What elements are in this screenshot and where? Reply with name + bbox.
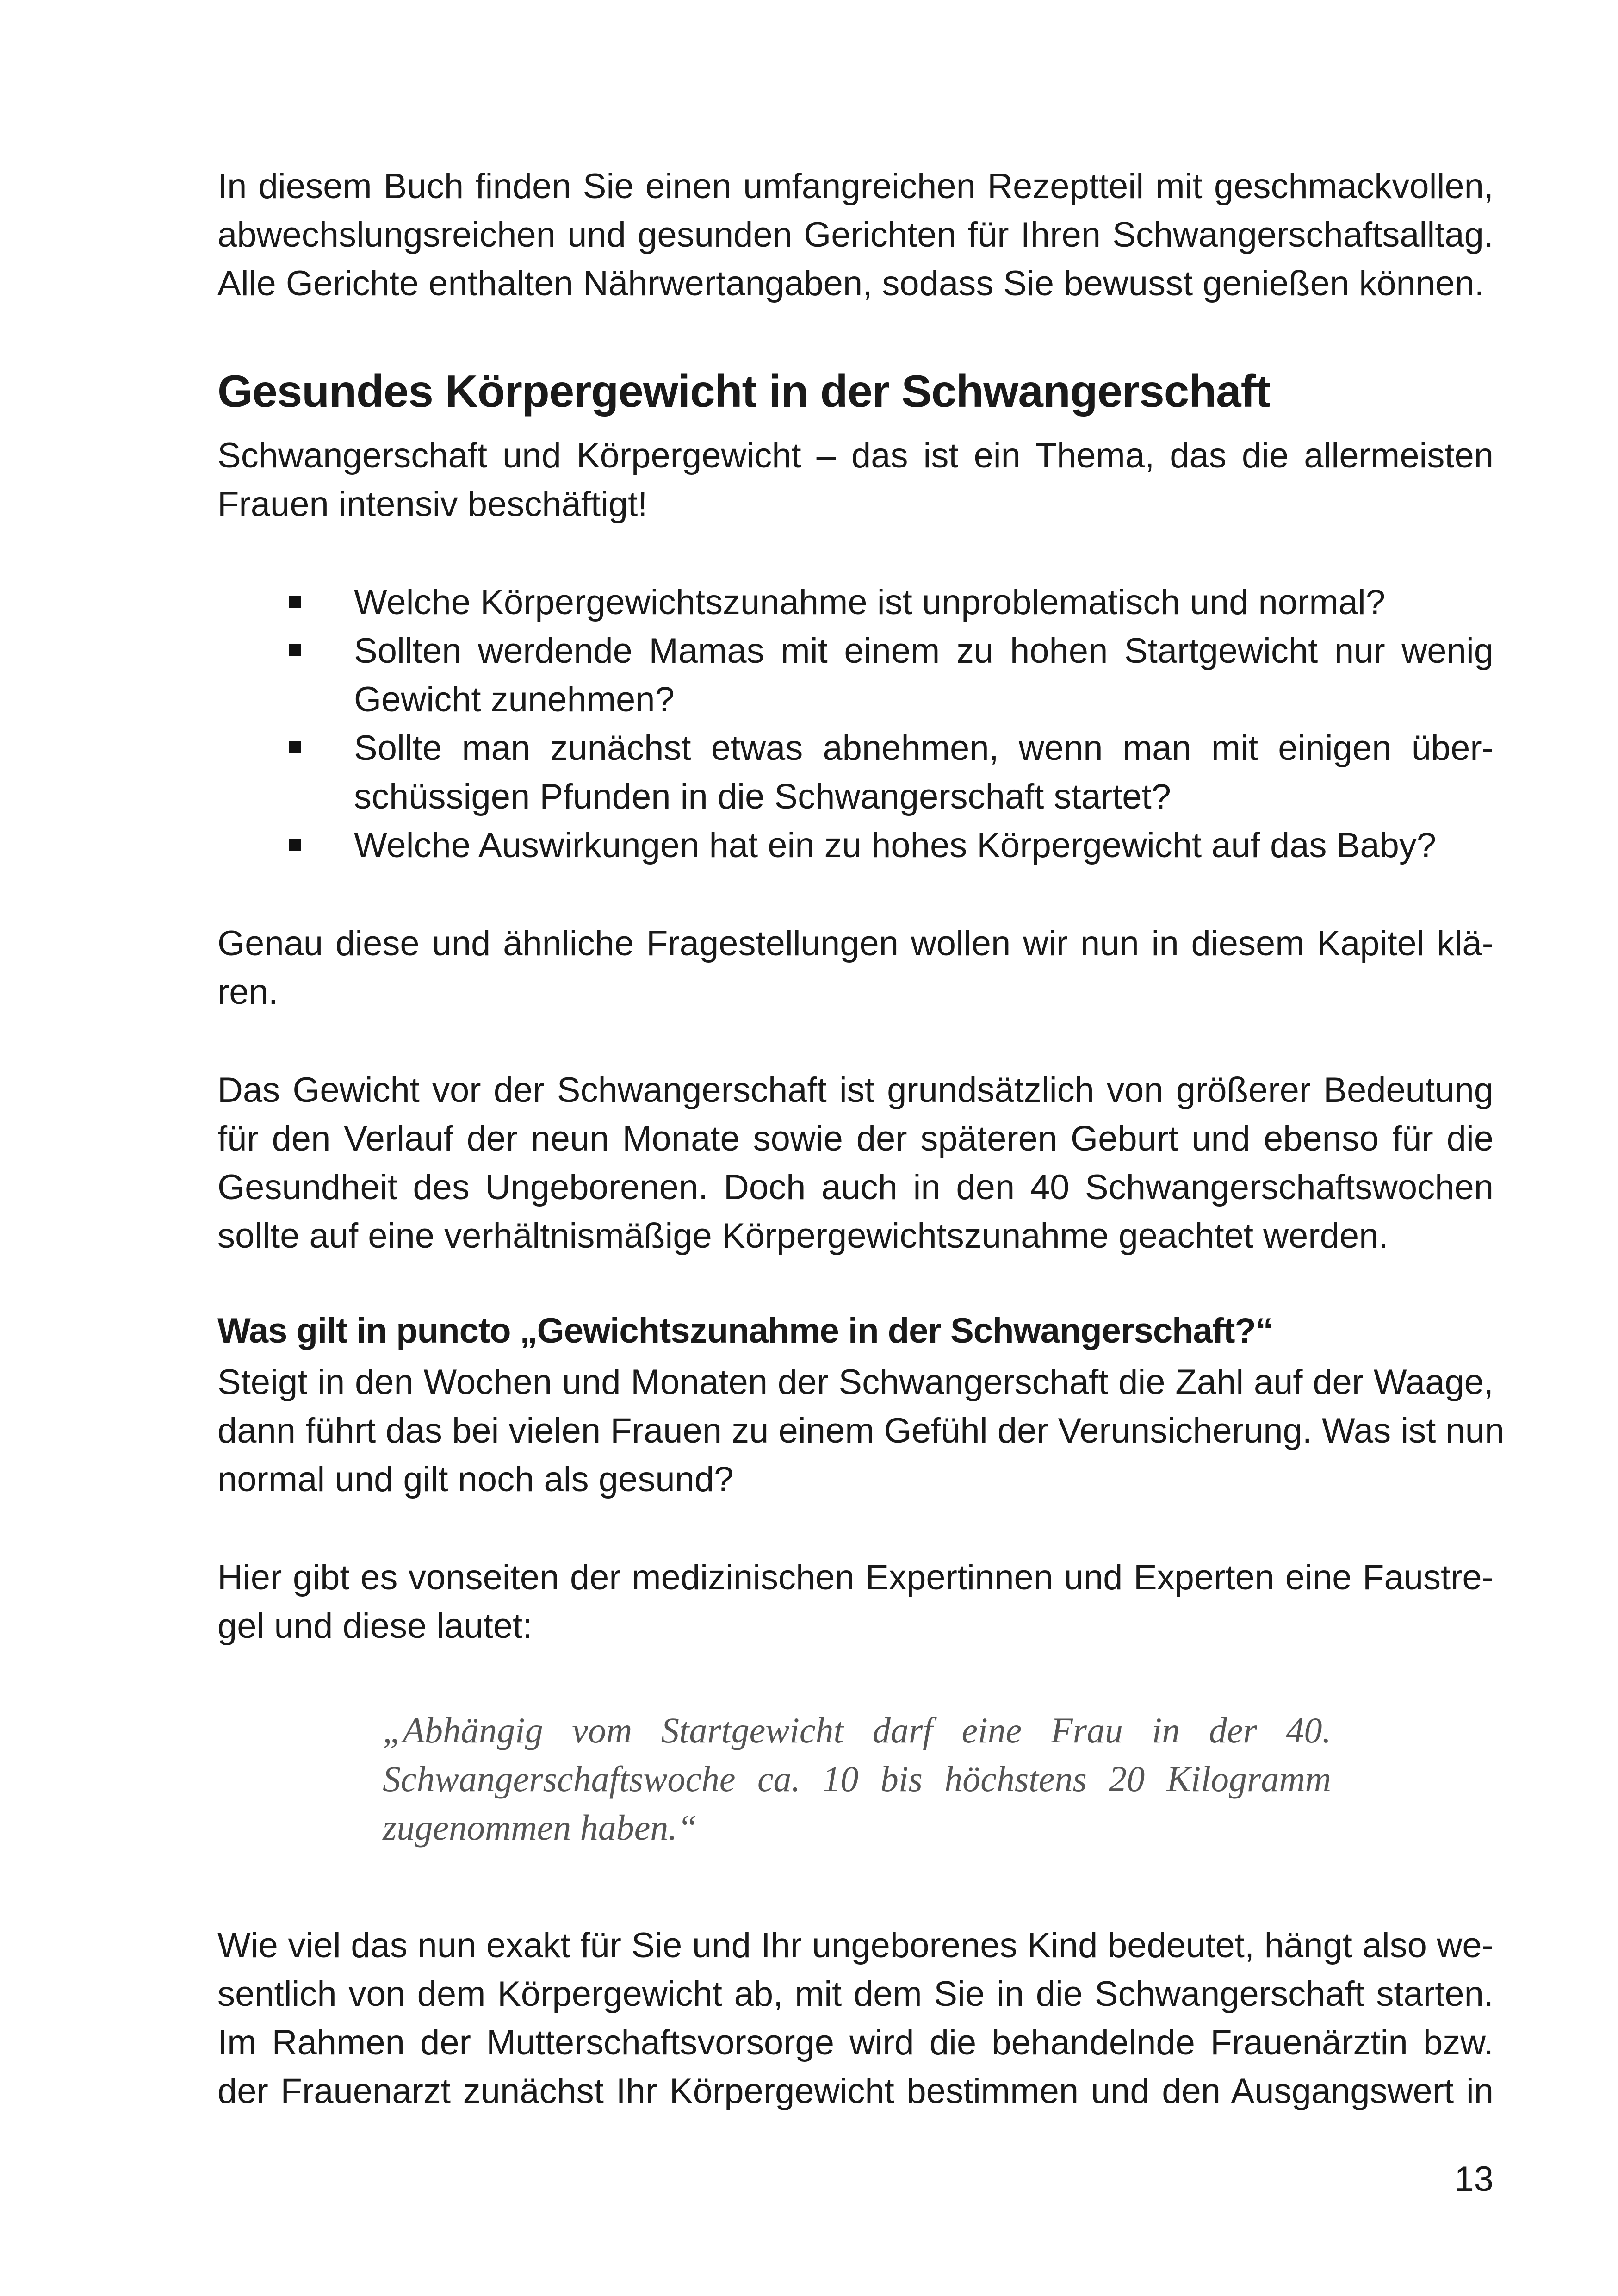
question-list bbox=[217, 578, 1494, 870]
text-line: dann führt das bei vielen Frauen zu einem Gefühl der Verunsicherung. Was ist nun bbox=[217, 1411, 1505, 1450]
page-number: 13 bbox=[1454, 2159, 1494, 2199]
quote-line: Schwangerschaftswoche ca. 10 bis höchstens 20 Kilogramm bbox=[383, 1759, 1331, 1799]
list-item bbox=[217, 821, 1494, 870]
section-paragraph-1 bbox=[217, 919, 1494, 1016]
rule-of-thumb-quote bbox=[383, 1706, 1331, 1852]
text-line: In diesem Buch finden Sie einen umfangreichen Rezeptteil mit geschmackvollen, bbox=[217, 167, 1494, 206]
text-line: Gewicht zunehmen? bbox=[354, 680, 675, 719]
quote-line: zugenommen haben.“ bbox=[383, 1807, 698, 1848]
subsection-heading: Was gilt in puncto „Gewichtszunahme in der Schwangerschaft?“ bbox=[217, 1311, 1273, 1350]
text-line: Schwangerschaft und Körpergewicht – das ist ein Thema, das die allermeisten bbox=[217, 436, 1494, 475]
text-line: Steigt in den Wochen und Monaten der Schwangerschaft die Zahl auf der Waage, bbox=[217, 1363, 1494, 1402]
text-line: Sollte man zunächst etwas abnehmen, wenn man mit einigen über- bbox=[354, 728, 1494, 768]
section-paragraph-2 bbox=[217, 1066, 1494, 1260]
square-bullet-icon bbox=[289, 839, 301, 851]
section-heading: Gesundes Körpergewicht in der Schwangerschaft bbox=[217, 366, 1270, 417]
text-line: schüssigen Pfunden in die Schwangerschaft startet? bbox=[354, 777, 1171, 816]
text-line: Welche Auswirkungen hat ein zu hohes Körpergewicht auf das Baby? bbox=[354, 826, 1437, 865]
square-bullet-icon bbox=[289, 741, 301, 753]
text-line: Genau diese und ähnliche Fragestellungen wollen wir nun in diesem Kapitel klä- bbox=[217, 924, 1494, 963]
text-line: sentlich von dem Körpergewicht ab, mit dem Sie in die Schwangerschaft starten. bbox=[217, 1974, 1494, 2014]
text-line: Das Gewicht vor der Schwangerschaft ist grundsätzlich von größerer Bedeutung bbox=[217, 1070, 1494, 1110]
text-line: der Frauenarzt zunächst Ihr Körpergewicht bestimmen und den Ausgangswert in bbox=[217, 2072, 1494, 2111]
intro-paragraph bbox=[217, 162, 1494, 308]
page-content bbox=[217, 162, 1505, 2116]
subsection-paragraph-2 bbox=[217, 1553, 1494, 1650]
text-line: gel und diese lautet: bbox=[217, 1606, 533, 1646]
list-item bbox=[217, 578, 1494, 627]
text-line: sollte auf eine verhältnismäßige Körpergewichtszunahme geachtet werden. bbox=[217, 1216, 1389, 1256]
text-line: Im Rahmen der Mutterschaftsvorsorge wird die behandelnde Frauenärztin bzw. bbox=[217, 2023, 1494, 2062]
square-bullet-icon bbox=[289, 596, 301, 608]
text-line: Hier gibt es vonseiten der medizinischen Expertinnen und Experten eine Faustre- bbox=[217, 1558, 1494, 1597]
subsection-paragraph-3 bbox=[217, 1921, 1494, 2116]
quote-line: „Abhängig vom Startgewicht darf eine Frau in der 40. bbox=[383, 1710, 1331, 1750]
text-line: Gesundheit des Ungeborenen. Doch auch in den 40 Schwangerschaftswochen bbox=[217, 1168, 1494, 1207]
text-line: Sollten werdende Mamas mit einem zu hohen Startgewicht nur wenig bbox=[354, 631, 1494, 671]
text-line: abwechslungsreichen und gesunden Gerichten für Ihren Schwangerschaftsalltag. bbox=[217, 215, 1494, 255]
text-line: ren. bbox=[217, 972, 278, 1012]
text-line: für den Verlauf der neun Monate sowie der späteren Geburt und ebenso für die bbox=[217, 1119, 1494, 1158]
subsection-paragraph-1 bbox=[217, 1358, 1505, 1504]
list-item bbox=[217, 627, 1494, 724]
text-line: Wie viel das nun exakt für Sie und Ihr ungeborenes Kind bedeutet, hängt also we- bbox=[217, 1926, 1494, 1965]
text-line: normal und gilt noch als gesund? bbox=[217, 1460, 734, 1499]
text-line: Welche Körpergewichtszunahme ist unproblematisch und normal? bbox=[354, 583, 1386, 622]
square-bullet-icon bbox=[289, 644, 301, 656]
list-item bbox=[217, 724, 1494, 821]
section-lead-paragraph bbox=[217, 431, 1494, 529]
text-line: Frauen intensiv beschäftigt! bbox=[217, 485, 648, 524]
text-line: Alle Gerichte enthalten Nährwertangaben, sodass Sie bewusst genießen können. bbox=[217, 264, 1484, 303]
